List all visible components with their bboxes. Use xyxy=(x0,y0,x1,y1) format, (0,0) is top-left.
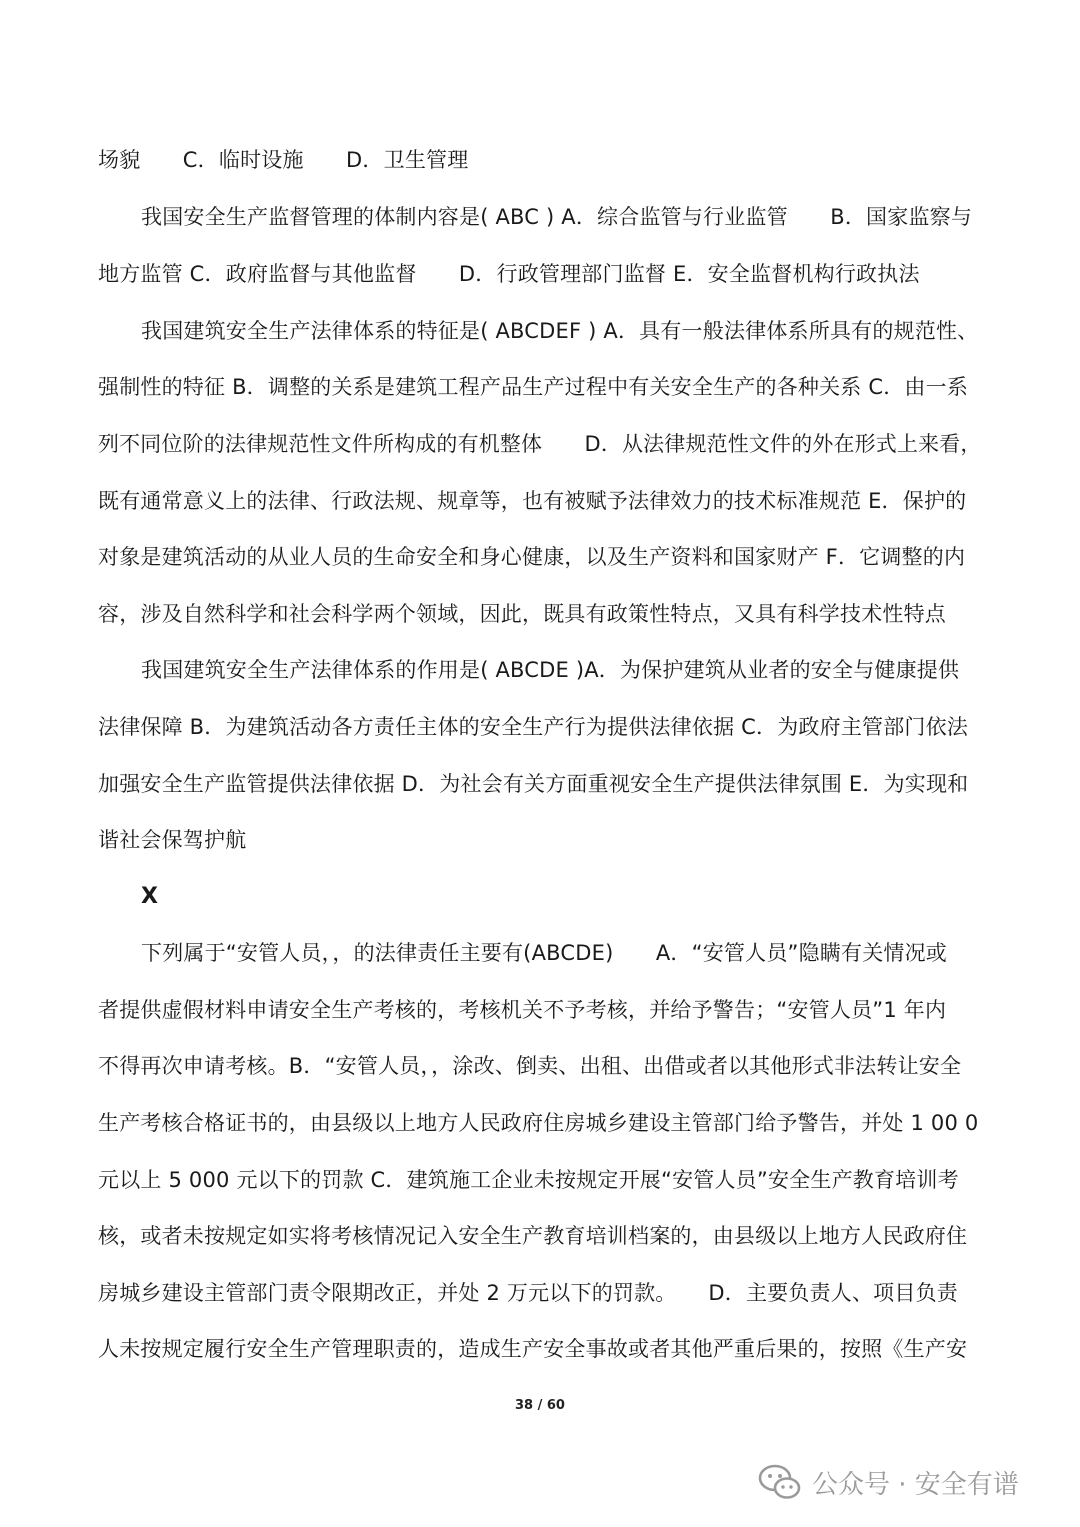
text-line: 地方监管 C．政府监督与其他监督 D．行政管理部门监督 E．安全监督机构行政执法 xyxy=(98,262,920,286)
text-line: 加强安全生产监管提供法律依据 D．为社会有关方面重视安全生产提供法律氛围 E．为实现和 xyxy=(98,772,969,796)
text-line: 我国建筑安全生产法律体系的特征是( ABCDEF ) A．具有一般法律体系所具有的规范性、 xyxy=(141,319,979,343)
text-line: 核，或者未按规定如实将考核情况记入安全生产教育培训档案的，由县级以上地方人民政府住 xyxy=(98,1224,968,1248)
text-line: 容，涉及自然科学和社会科学两个领域，因此，既具有政策性特点，又具有科学技术性特点 xyxy=(98,602,946,626)
text-line: 生产考核合格证书的，由县级以上地方人民政府住房城乡建设主管部门给予警告，并处 1 00 0 xyxy=(98,1111,979,1135)
text-line: 下列属于“安管人员，，的法律责任主要有(ABCDE) A．“安管人员”隐瞒有关情况或 xyxy=(141,941,947,965)
text-line: 列不同位阶的法律规范性文件所构成的有机整体 D．从法律规范性文件的外在形式上来看， xyxy=(98,432,982,456)
section-heading: X xyxy=(141,884,159,909)
text-line: 我国建筑安全生产法律体系的作用是( ABCDE )A．为保护建筑从业者的安全与健康提供 xyxy=(141,658,960,682)
text-line: 谐社会保驾护航 xyxy=(98,828,247,852)
text-line: 法律保障 B．为建筑活动各方责任主体的安全生产行为提供法律依据 C．为政府主管部门依法 xyxy=(98,715,969,739)
text-line: 者提供虚假材料申请安全生产考核的，考核机关不予考核，并给予警告；“安管人员”1 年内 xyxy=(98,998,947,1022)
text-line: 元以上 5 000 元以下的罚款 C．建筑施工企业未按规定开展“安管人员”安全生产教育培训考 xyxy=(98,1168,959,1192)
text-line: 强制性的特征 B．调整的关系是建筑工程产品生产过程中有关安全生产的各种关系 C．由一系 xyxy=(98,375,969,399)
wechat-icon xyxy=(758,1462,802,1502)
text-line: 房城乡建设主管部门责令限期改正，并处 2 万元以下的罚款。 D．主要负责人、项目负责 xyxy=(98,1281,958,1305)
text-line: 我国安全生产监督管理的体制内容是( ABC ) A．综合监管与行业监管 B．国家监察与 xyxy=(141,205,973,229)
watermark-text: 公众号 · 安全有谱 xyxy=(812,1469,1019,1500)
text-line: 对象是建筑活动的从业人员的生命安全和身心健康，以及生产资料和国家财产 F．它调整的内 xyxy=(98,545,966,569)
text-line: 人未按规定履行安全生产管理职责的，造成生产安全事故或者其他严重后果的，按照《生产安 xyxy=(98,1337,968,1361)
text-line: 场貌 C．临时设施 D．卫生管理 xyxy=(98,148,469,172)
text-line: 既有通常意义上的法律、行政法规、规章等，也有被赋予法律效力的技术标准规范 E．保护的 xyxy=(98,489,967,513)
text-line: 不得再次申请考核。B．“安管人员，，涂改、倒卖、出租、出借或者以其他形式非法转让安全 xyxy=(98,1054,962,1078)
page-number: 38 / 60 xyxy=(515,1398,565,1413)
watermark xyxy=(758,1462,1019,1502)
